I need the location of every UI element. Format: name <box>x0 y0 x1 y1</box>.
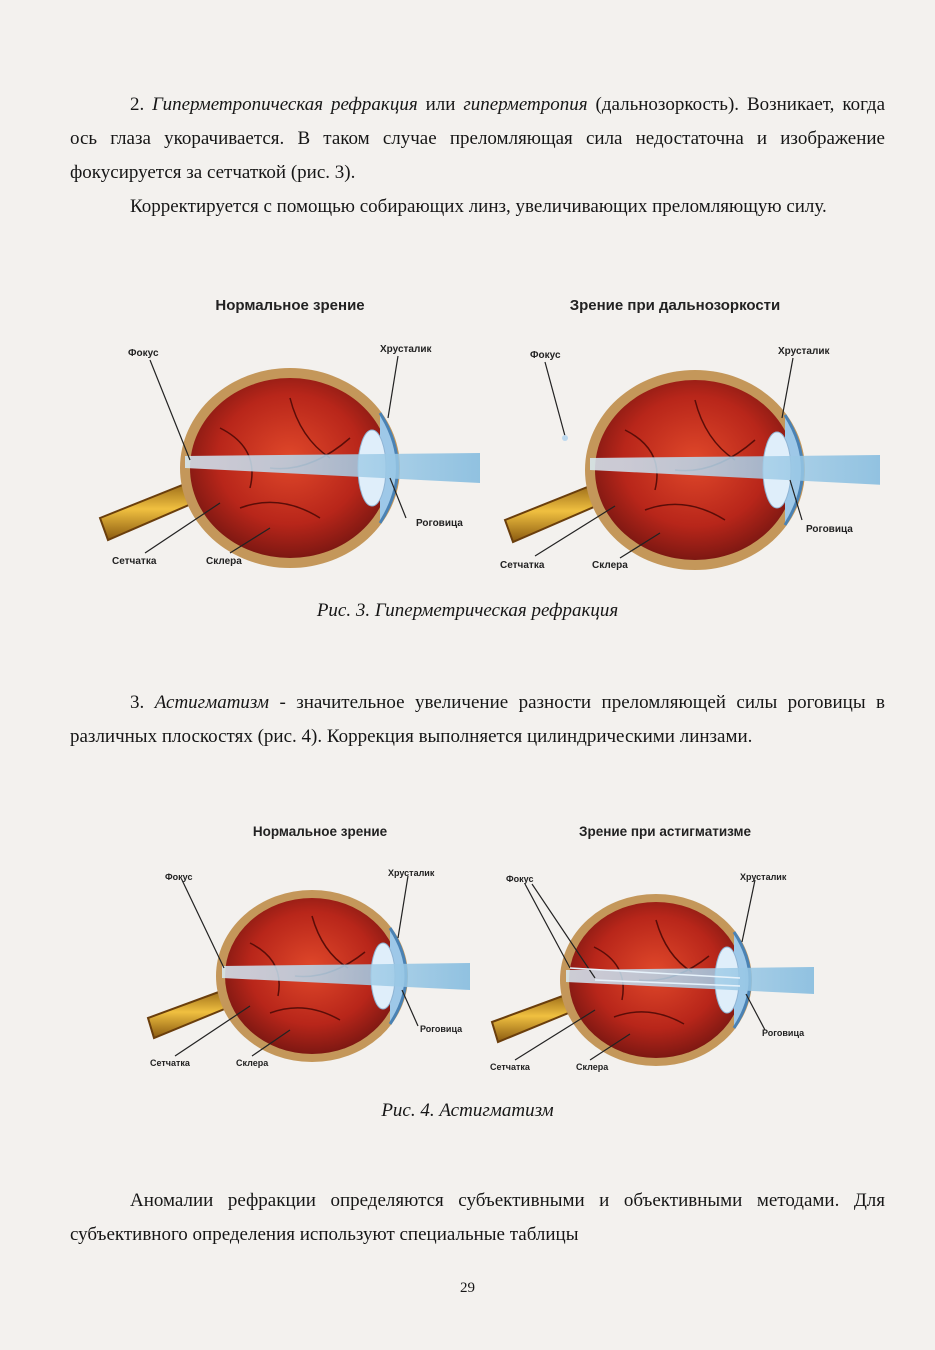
fig4-left-eye <box>148 876 470 1062</box>
fig3-left-cornea-label: Роговица <box>416 518 463 529</box>
fig3-right-title: Зрение при дальнозоркости <box>569 297 781 314</box>
fig3-right-eye <box>505 358 880 570</box>
fig3-right-retina-label: Сетчатка <box>500 560 545 571</box>
section-2-number: 2. <box>130 94 145 115</box>
fig4-right-retina-label: Сетчатка <box>490 1062 530 1072</box>
closing-paragraph <box>70 1184 885 1252</box>
page-number: 29 <box>460 1280 475 1296</box>
fig3-right-cornea-label: Роговица <box>806 524 853 535</box>
term-hypermetropia: гиперметропия <box>463 94 588 115</box>
fig4-left-title: Нормальное зрение <box>252 824 388 839</box>
term-hypermetropic-refraction: Гиперметропическая рефракция <box>152 94 418 115</box>
section-3-text: - значительное увеличение разности преломляющей силы роговицы в различных плоскостях (рис. 4). Коррекция выполняется цилиндрическими линзами. <box>70 692 885 747</box>
fig4-left-cornea-label: Роговица <box>420 1024 463 1034</box>
figure-3-caption: Рис. 3. Гиперметрическая рефракция <box>316 600 619 621</box>
fig4-left-focus-label: Фокус <box>165 872 193 882</box>
fig3-left-lens-label: Хрусталик <box>380 344 432 355</box>
fig3-right-sclera-label: Склера <box>592 560 628 571</box>
section-3-number: 3. <box>130 692 145 713</box>
fig4-right-focus-label: Фокус <box>506 874 534 884</box>
fig4-right-cornea-label: Роговица <box>762 1028 805 1038</box>
closing-text: Аномалии рефракции определяются субъективными и объективными методами. Для субъективного определения используют специальные таблицы <box>70 1190 885 1245</box>
fig3-left-retina-label: Сетчатка <box>112 556 157 567</box>
fig3-right-lens-label: Хрусталик <box>778 346 830 357</box>
figure-4-caption: Рис. 4. Астигматизм <box>381 1100 554 1121</box>
fig3-left-eye <box>100 356 480 568</box>
fig4-left-lens-label: Хрусталик <box>388 868 435 878</box>
fig3-right-focus-label: Фокус <box>530 350 561 361</box>
fig4-left-retina-label: Сетчатка <box>150 1058 190 1068</box>
figure-3 <box>90 288 880 588</box>
term-astigmatism: Астигматизм <box>154 692 269 713</box>
correction-paragraph <box>70 190 885 224</box>
term-connector: или <box>425 94 456 115</box>
section-3-paragraph <box>70 686 885 754</box>
fig3-left-sclera-label: Склера <box>206 556 242 567</box>
figure-4 <box>140 818 840 1078</box>
correction-text: Корректируется с помощью собирающих линз, увеличивающих преломляющую силу. <box>130 196 827 217</box>
section-2-paragraph <box>70 88 885 190</box>
fig4-right-sclera-label: Склера <box>576 1062 609 1072</box>
fig4-right-title: Зрение при астигматизме <box>578 824 752 839</box>
fig3-left-focus-label: Фокус <box>128 348 159 359</box>
fig3-left-title: Нормальное зрение <box>215 297 365 314</box>
fig4-right-eye <box>492 880 814 1066</box>
fig4-right-lens-label: Хрусталик <box>740 872 787 882</box>
fig4-left-sclera-label: Склера <box>236 1058 269 1068</box>
section-2-text: (дальнозоркость). Возникает, когда ось глаза укорачивается. В таком случае преломляющая сила недостаточна и изображение фокусируется за сетчаткой (рис. 3). <box>70 94 886 183</box>
